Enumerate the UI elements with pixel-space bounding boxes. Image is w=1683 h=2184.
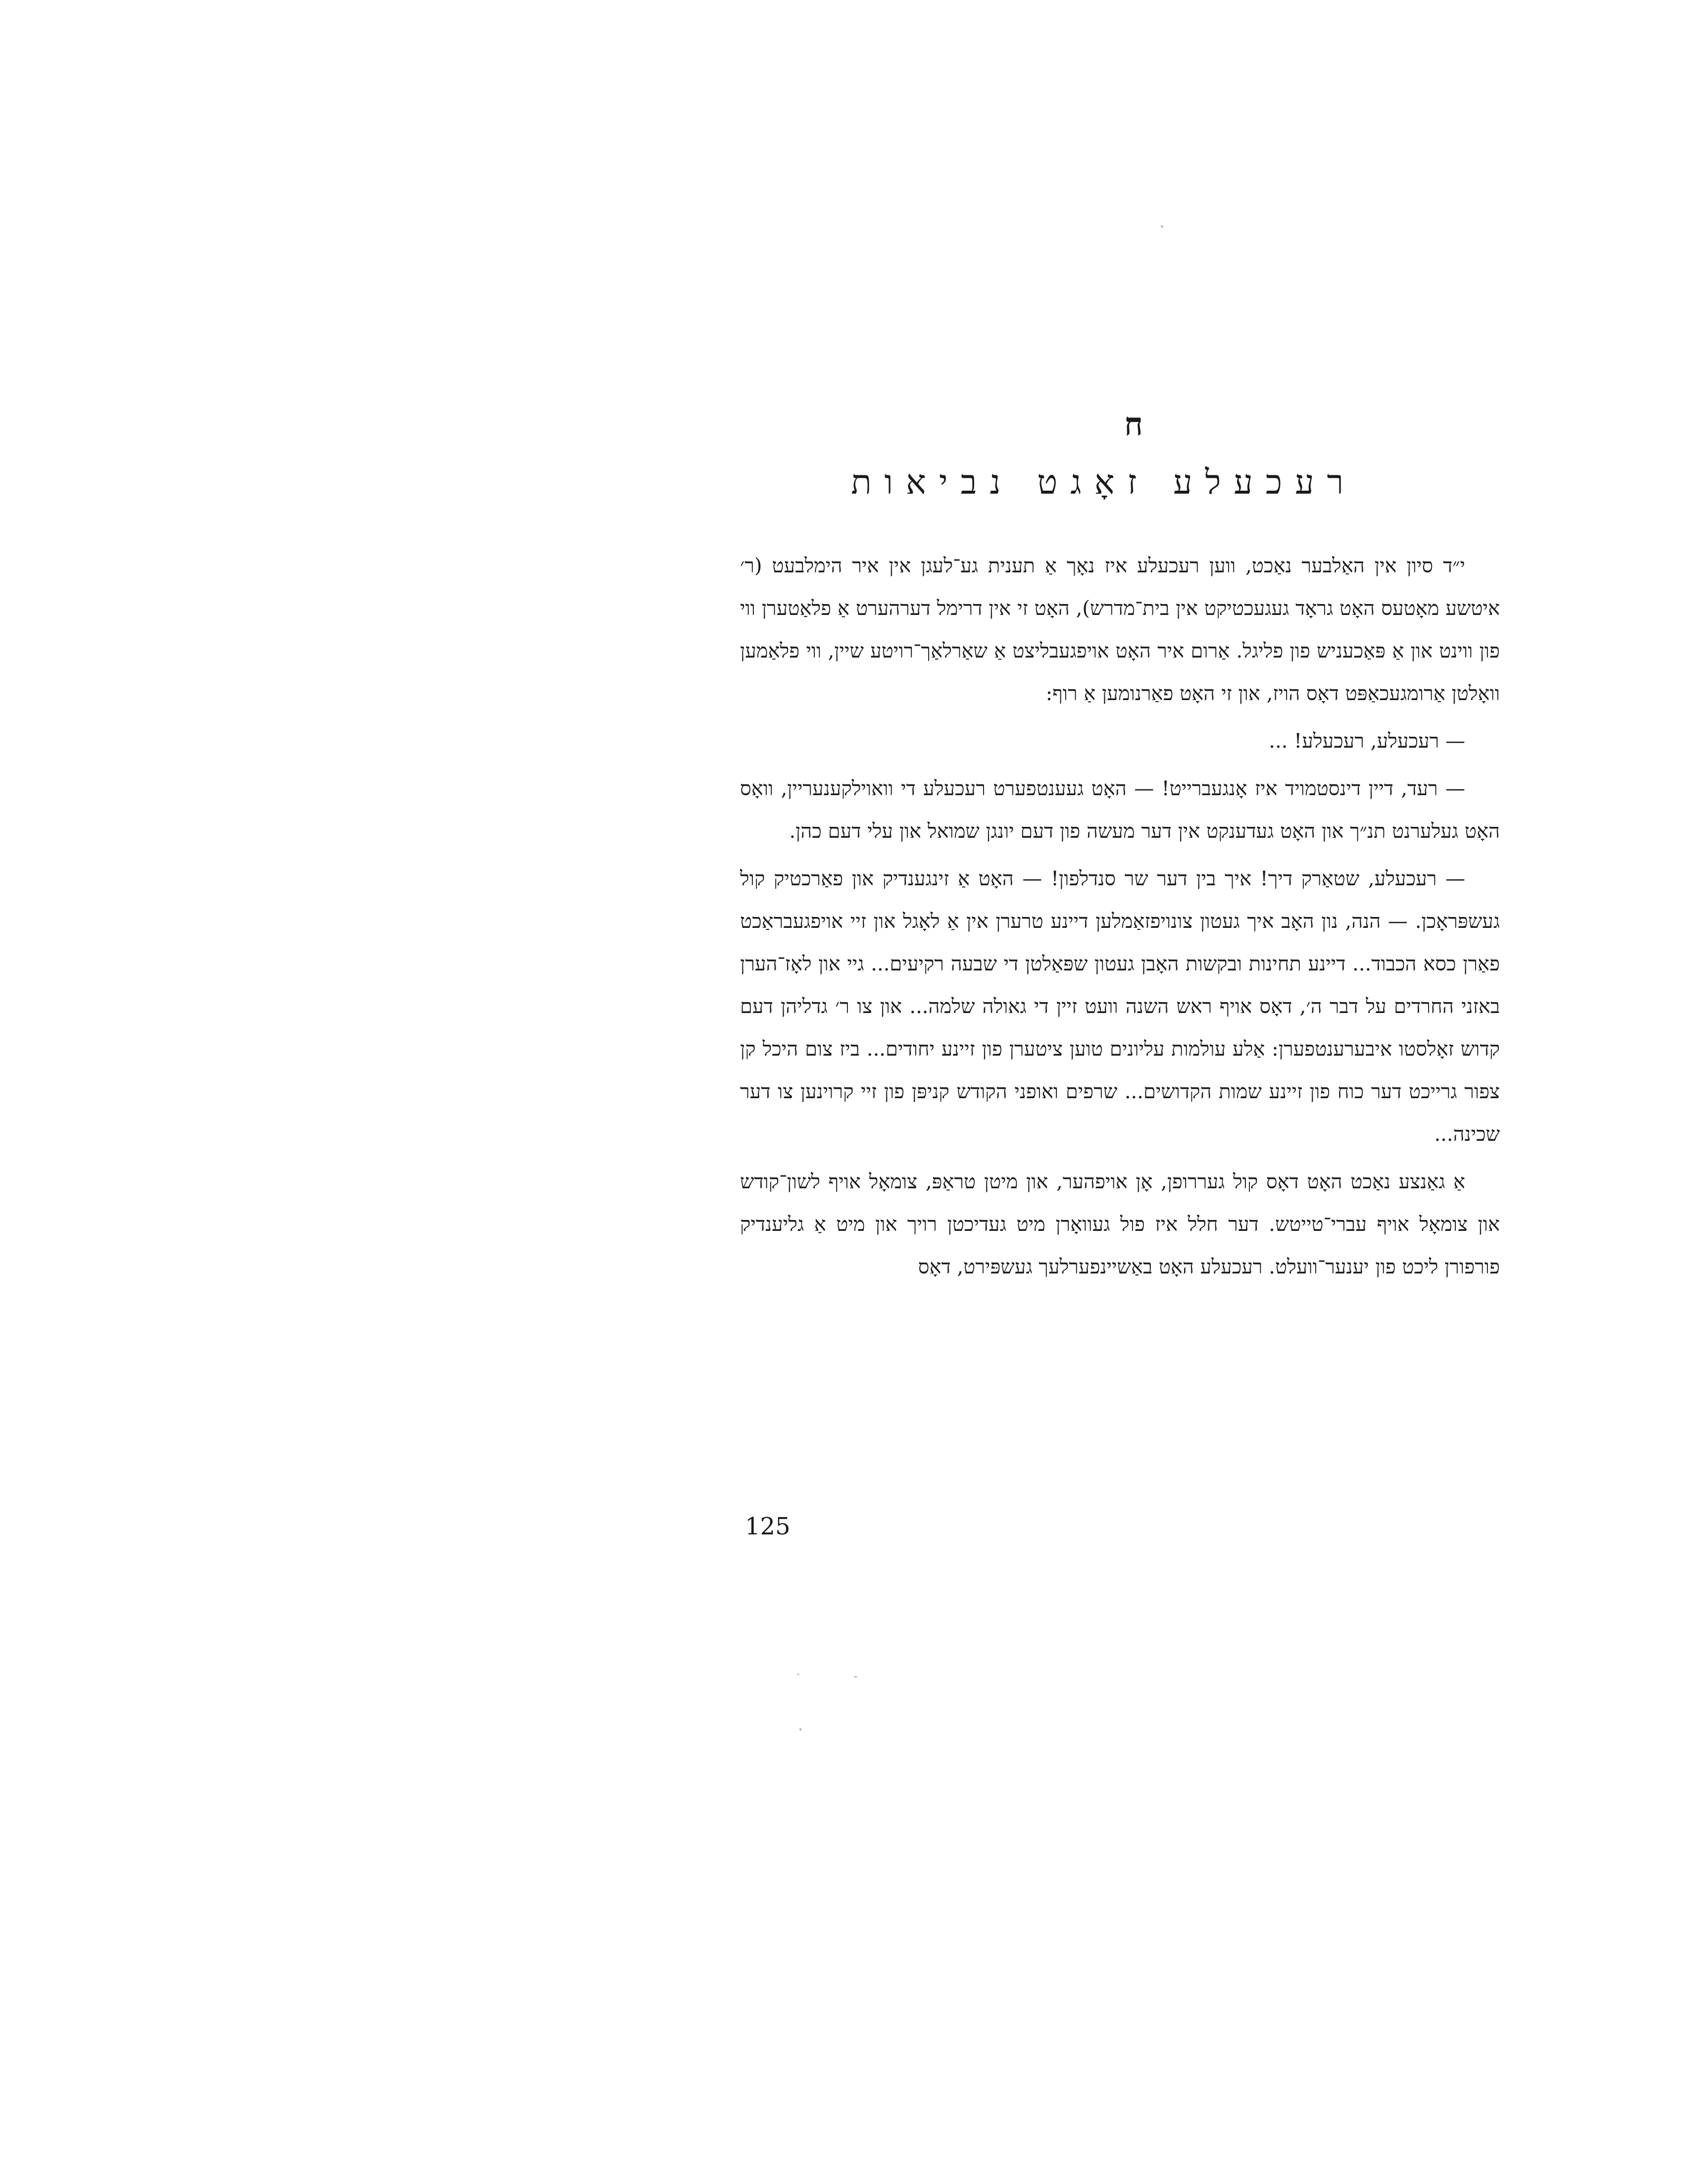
scan-speck — [854, 1676, 857, 1677]
page-number: 125 — [745, 1513, 791, 1540]
paragraph: — רעכעלע, רעכעלע! ... — [1269, 730, 1465, 753]
paragraph: — רעד, דיין דינסטמויד איז אָנגעברייט! — האָט געענטפערט רעכעלע די וואוילקענעריין, וואָס האָט געלערנט תנ״ך און האָט געדענקט אין דער מעשה פון דעם יונגן שמואל און עלי דעם כהן. — [740, 777, 1500, 843]
scan-speck — [1161, 225, 1163, 228]
scan-speck — [799, 1728, 801, 1731]
paragraph: אַ גאַנצע נאַכט האָט דאָס קול געררופן, אָן אויפהער, און מיטן טראַפּ, צומאָל אויף לשון־קודש און צומאָל אויף עברי־טייטש. דער חלל איז פול געוואָרן מיט געדיכטן רויך און מיט אַ גליענדיק פורפורן ליכט פון יענער־וועלט. רעכעלע האָט באַשיינפערלעך געשפּירט, דאָס — [740, 1170, 1500, 1278]
body-text — [740, 545, 1500, 1293]
paragraph: י״ד סיון אין האַלבער נאַכט, ווען רעכעלע איז נאָך אַ תענית גע־לעגן אין איר הימלבעט (ר׳ איטשע מאָטעס האָט גראָד געגעכטיקט אין בית־מדרש), האָט זי אין דרימל דערהערט אַ פלאַטערן ווי פון ווינט און אַ פּאַכעניש פון פליגל. אַרום איר האָט אויפגעבליצט אַ שאַרלאַך־רויטע שיין, ווי פלאַמען וואָלטן אַרומגעכאַפּט דאָס הויז, און זי האָט פאַרנומען אַ רוף: — [740, 555, 1500, 705]
scan-speck — [797, 1674, 799, 1675]
chapter-number: ח — [1124, 406, 1143, 443]
chapter-title: רעכעלע זאָגט נביאות — [851, 463, 1356, 502]
paragraph: — רעכעלע, שטאַרק דיך! איך בין דער שר סנדלפון! — האָט אַ זינגענדיק און פאַרכטיק קול געשפּראָכן. — הנה, נון האָב איך געטון צונויפזאַמלען דיינע טרערן אין אַ לאָגל און זיי אויפגעבראַכט פאַרן כסא הכבוד... דיינע תחינות ובקשות האָבן געטון שפּאַלטן די שבעה רקיעים... גיי און לאָז־הערן באזני החרדים על דבר ה׳, דאָס אויף ראש השנה וועט זיין די גאולה שלמה... און צו ר׳ גדליהן דעם קדוש זאָלסטו איבערענטפערן: אַלע עולמות עליונים טוען ציטערן פון זיינע יחודים... ביז צום היכל קן צפור גרייכט דער כוח פון זיינע שמות הקדושים... שרפים ואופני הקודש קניפּן פון זיי קרוינען צו דער שכינה... — [740, 867, 1500, 1146]
